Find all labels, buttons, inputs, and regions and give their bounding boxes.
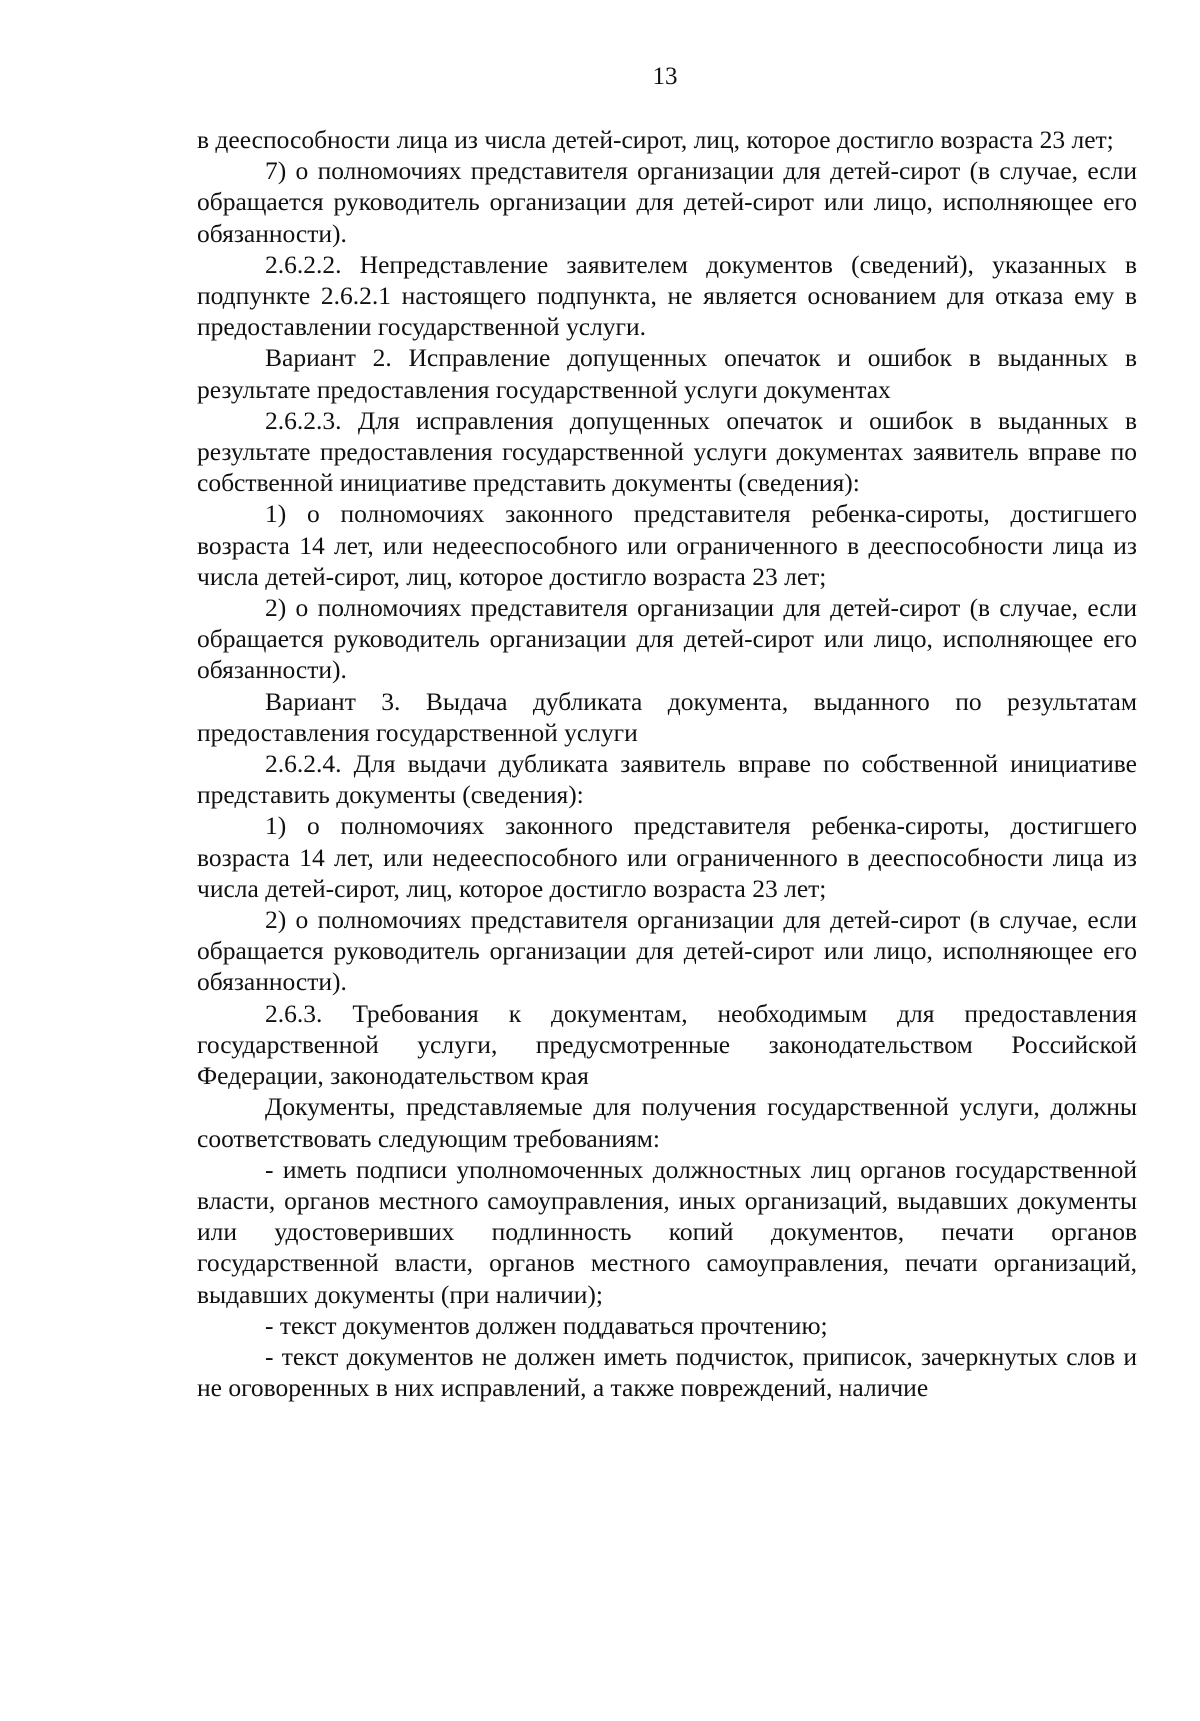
section-heading: 2.6.3. Требования к документам, необходимым для предоставления государственной услуги, предусмотренные законодательством Российской Федерации, законодательством края [197, 998, 1137, 1091]
bullet-item: - иметь подписи уполномоченных должностных лиц органов государственной власти, органов местного самоуправления, иных организаций, выдавших документы или удостоверивших подлинность копий документов, печати органов государственной власти, органов местного самоуправления, печати организаций, выдавших документы (при наличии); [197, 1154, 1137, 1309]
clause-paragraph: 2.6.2.4. Для выдачи дубликата заявитель вправе по собственной инициативе представить документы (сведения): [197, 749, 1137, 810]
list-item: 1) о полномочиях законного представителя ребенка-сироты, достигшего возраста 14 лет, или недееспособного или ограниченного в дееспособности лица из числа детей-сирот, лиц, которое достигло возраста 23 лет; [197, 499, 1137, 591]
paragraph: Документы, представляемые для получения государственной услуги, должны соответствовать следующим требованиям: [197, 1092, 1137, 1153]
document-body [197, 124, 1137, 1403]
clause-paragraph: 2.6.2.3. Для исправления допущенных опечаток и ошибок в выданных в результате предоставления государственной услуги документах заявитель вправе по собственной инициативе представить документы (сведения): [197, 405, 1137, 498]
list-item: 1) о полномочиях законного представителя ребенка-сироты, достигшего возраста 14 лет, или недееспособного или ограниченного в дееспособности лица из числа детей-сирот, лиц, которое достигло возраста 23 лет; [197, 811, 1137, 903]
list-item: 7) о полномочиях представителя организации для детей-сирот (в случае, если обращается руководитель организации для детей-сирот или лицо, исполняющее его обязанности). [197, 156, 1137, 248]
page-number: 13 [652, 63, 678, 90]
variant-heading: Вариант 2. Исправление допущенных опечаток и ошибок в выданных в результате предоставления государственной услуги документах [197, 343, 1137, 404]
variant-heading: Вариант 3. Выдача дубликата документа, выданного по результатам предоставления государственной услуги [197, 686, 1137, 747]
clause-paragraph: 2.6.2.2. Непредставление заявителем документов (сведений), указанных в подпункте 2.6.2.1 настоящего подпункта, не является основанием для отказа ему в предоставлении государственной услуги. [197, 249, 1137, 342]
list-item: 2) о полномочиях представителя организации для детей-сирот (в случае, если обращается руководитель организации для детей-сирот или лицо, исполняющее его обязанности). [197, 593, 1137, 685]
list-item: 2) о полномочиях представителя организации для детей-сирот (в случае, если обращается руководитель организации для детей-сирот или лицо, исполняющее его обязанности). [197, 905, 1137, 997]
bullet-item: - текст документов должен поддаваться прочтению; [265, 1310, 828, 1340]
bullet-item: - текст документов не должен иметь подчисток, приписок, зачеркнутых слов и не оговоренных в них исправлений, а также повреждений, наличие [197, 1341, 1137, 1403]
paragraph: в дееспособности лица из числа детей-сирот, лиц, которое достигло возраста 23 лет; [197, 125, 1114, 154]
